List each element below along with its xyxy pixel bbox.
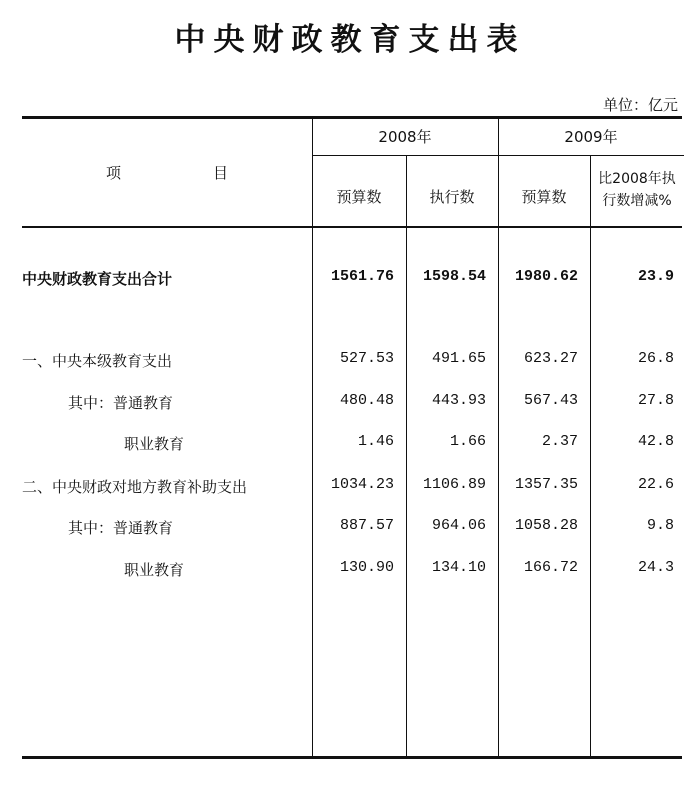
change-percent-value: 26.8 — [637, 350, 674, 367]
row-label: 二、中央财政对地方教育补助支出 — [22, 478, 248, 496]
budget-2008-value: 1561.76 — [330, 268, 394, 285]
change-percent-value: 22.6 — [637, 476, 674, 493]
row-label: 其中：普通教育 — [68, 394, 174, 412]
row-label: 一、中央本级教育支出 — [22, 352, 173, 370]
table-row — [0, 559, 700, 583]
budget-2008-value: 1.46 — [357, 433, 394, 450]
change-header-line: 行数增减% — [602, 193, 672, 209]
change-percent-value: 9.8 — [646, 517, 674, 534]
change-percent-value: 23.9 — [637, 268, 674, 285]
change-percent-value: 24.3 — [637, 559, 674, 576]
year-2009-header: 2009年 — [564, 128, 618, 146]
item-header-char: 项 — [105, 164, 121, 182]
budget-2009-value: 567.43 — [523, 392, 578, 409]
table-row — [0, 476, 700, 500]
actual-2008-value: 134.10 — [431, 559, 486, 576]
change-percent-value: 27.8 — [637, 392, 674, 409]
table-bottom-rule — [22, 756, 682, 759]
table-row — [0, 517, 700, 541]
budget-2008-header: 预算数 — [336, 188, 382, 206]
budget-2008-value: 480.48 — [339, 392, 394, 409]
table-row — [0, 350, 700, 374]
year-2008-header: 2008年 — [378, 128, 432, 146]
table-row — [0, 392, 700, 416]
row-label: 职业教育 — [124, 561, 185, 579]
page-title: 中央财政教育支出表 — [174, 22, 526, 58]
budget-2009-value: 623.27 — [523, 350, 578, 367]
budget-2009-value: 1357.35 — [514, 476, 578, 493]
table-row — [0, 268, 700, 292]
budget-2009-value: 166.72 — [523, 559, 578, 576]
table-row — [0, 433, 700, 457]
year-header-rule — [312, 155, 684, 156]
budget-2008-value: 1034.23 — [330, 476, 394, 493]
unit-label: 单位：亿元 — [602, 96, 678, 114]
change-header-line: 比2008年执 — [598, 171, 676, 187]
row-label: 中央财政教育支出合计 — [22, 270, 173, 288]
budget-2009-value: 1058.28 — [514, 517, 578, 534]
budget-2008-value: 130.90 — [339, 559, 394, 576]
actual-2008-header: 执行数 — [429, 188, 475, 206]
row-label: 其中：普通教育 — [68, 519, 174, 537]
item-header-char: 目 — [213, 164, 229, 182]
actual-2008-value: 1.66 — [449, 433, 486, 450]
actual-2008-value: 1598.54 — [422, 268, 486, 285]
header-bottom-rule — [22, 226, 682, 228]
change-percent-header — [590, 168, 684, 212]
budget-2008-value: 887.57 — [339, 517, 394, 534]
actual-2008-value: 443.93 — [431, 392, 486, 409]
item-column-header — [22, 162, 312, 183]
row-label: 职业教育 — [124, 435, 185, 453]
budget-2008-value: 527.53 — [339, 350, 394, 367]
budget-2009-value: 2.37 — [541, 433, 578, 450]
actual-2008-value: 964.06 — [431, 517, 486, 534]
budget-2009-header: 预算数 — [521, 188, 567, 206]
table-top-rule — [22, 116, 682, 119]
budget-2009-value: 1980.62 — [514, 268, 578, 285]
change-percent-value: 42.8 — [637, 433, 674, 450]
actual-2008-value: 1106.89 — [422, 476, 486, 493]
actual-2008-value: 491.65 — [431, 350, 486, 367]
